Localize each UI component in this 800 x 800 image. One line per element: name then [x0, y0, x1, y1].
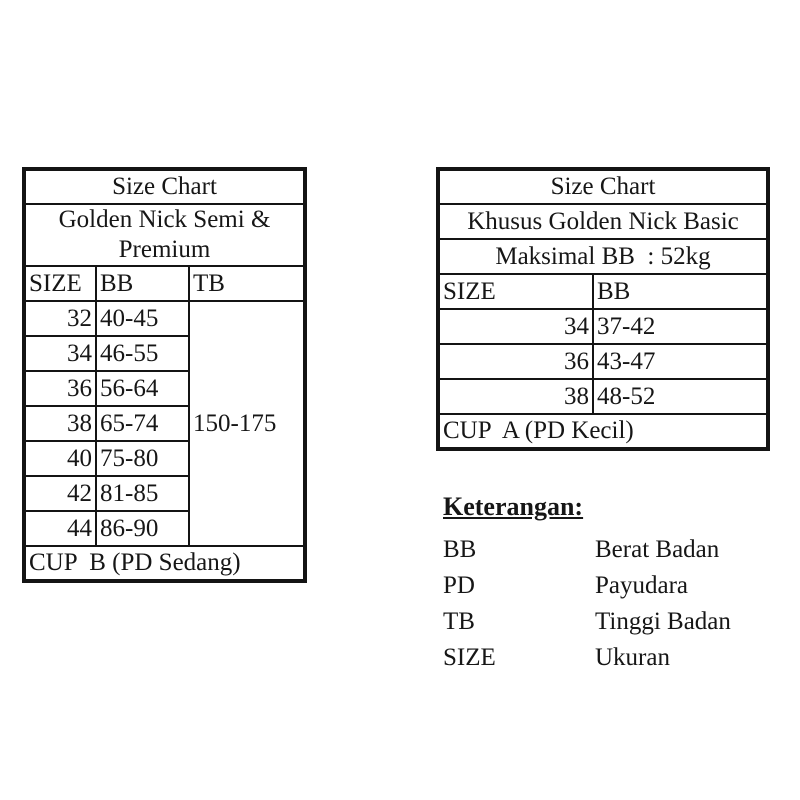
- size-cell: 44: [24, 511, 96, 546]
- left-col-header-size: SIZE: [24, 266, 96, 301]
- table-row: [438, 204, 768, 239]
- table-row: [438, 379, 768, 414]
- table-row: [24, 169, 305, 204]
- size-cell: 38: [24, 406, 96, 441]
- left-table-footer: CUP B (PD Sedang): [24, 546, 305, 581]
- size-cell: 42: [24, 476, 96, 511]
- legend-item: [443, 640, 773, 676]
- legend: [443, 492, 773, 676]
- legend-term: PD: [443, 572, 475, 599]
- table-header-row: [438, 274, 768, 309]
- legend-definition: Ukuran: [595, 644, 670, 671]
- right-col-header-size: SIZE: [438, 274, 593, 309]
- bb-cell: 48-52: [593, 379, 768, 414]
- table-row: [24, 204, 305, 266]
- left-col-header-tb: TB: [189, 266, 305, 301]
- bb-cell: 40-45: [96, 301, 189, 336]
- legend-definition: Payudara: [595, 572, 689, 599]
- size-cell: 32: [24, 301, 96, 336]
- table-footer-row: [438, 414, 768, 449]
- size-cell: 38: [438, 379, 593, 414]
- right-table-note: Maksimal BB : 52kg: [438, 239, 768, 274]
- size-cell: 34: [438, 309, 593, 344]
- bb-cell: 46-55: [96, 336, 189, 371]
- legend-definition: Berat Badan: [595, 536, 720, 563]
- size-cell: 36: [24, 371, 96, 406]
- right-table-footer: CUP A (PD Kecil): [438, 414, 768, 449]
- bb-cell: 81-85: [96, 476, 189, 511]
- bb-cell: 75-80: [96, 441, 189, 476]
- legend-title: Keterangan:: [443, 492, 584, 521]
- semi-premium-size-table: [22, 167, 307, 583]
- right-table-title: Size Chart: [438, 169, 768, 204]
- table-row: [24, 301, 305, 336]
- table-header-row: [24, 266, 305, 301]
- bb-cell: 65-74: [96, 406, 189, 441]
- right-table-subtitle: Khusus Golden Nick Basic: [438, 204, 768, 239]
- table-row: [438, 309, 768, 344]
- basic-size-table: [436, 167, 770, 451]
- size-cell: 40: [24, 441, 96, 476]
- legend-item: [443, 532, 773, 568]
- table-footer-row: [24, 546, 305, 581]
- bb-cell: 86-90: [96, 511, 189, 546]
- legend-definition: Tinggi Badan: [595, 608, 731, 635]
- bb-cell: 43-47: [593, 344, 768, 379]
- left-table-subtitle: Golden Nick Semi & Premium: [24, 204, 305, 266]
- size-cell: 36: [438, 344, 593, 379]
- left-table-title: Size Chart: [24, 169, 305, 204]
- legend-term: BB: [443, 536, 477, 563]
- right-col-header-bb: BB: [593, 274, 768, 309]
- size-cell: 34: [24, 336, 96, 371]
- legend-term: TB: [443, 608, 475, 635]
- legend-item: [443, 568, 773, 604]
- tb-merged-cell: 150-175: [189, 301, 305, 546]
- legend-term: SIZE: [443, 644, 496, 671]
- bb-cell: 37-42: [593, 309, 768, 344]
- table-row: [438, 344, 768, 379]
- left-col-header-bb: BB: [96, 266, 189, 301]
- legend-item: [443, 604, 773, 640]
- table-row: [438, 169, 768, 204]
- bb-cell: 56-64: [96, 371, 189, 406]
- table-row: [438, 239, 768, 274]
